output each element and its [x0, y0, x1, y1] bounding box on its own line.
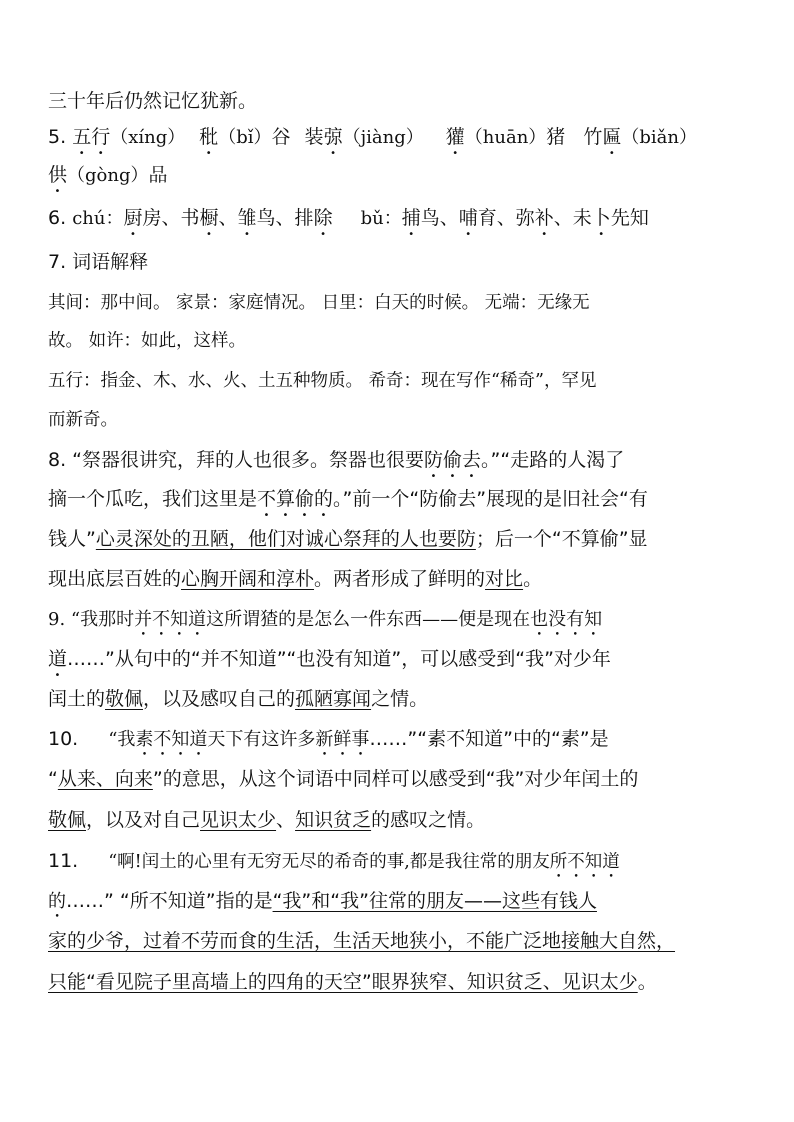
item-7-def-line2: 故。 如许：如此，这样。	[48, 331, 247, 351]
item-8-line4: 现出底层百姓的心胸开阔和淳朴。两者形成了鲜明的对比。	[48, 568, 543, 590]
item-10-line1: 10. “我素不知道天下有这许多新鲜事……”“素不知道”中的“素”是	[48, 728, 609, 750]
item-7-def-line4: 而新奇。	[48, 410, 118, 430]
item-7-def-line3: 五行：指金、木、水、火、土五种物质。 希奇：现在写作“稀奇”，罕见	[48, 371, 597, 391]
item-5-pinyin-cont: 供（gòng）品	[48, 164, 168, 186]
item-9-line2: 道……”从句中的“并不知道”“也没有知道”，可以感受到“我”对少年	[48, 648, 611, 670]
item-8-line2: 摘一个瓜吃，我们这里是不算偷的。”前一个“防偷去”展现的是旧社会“有	[48, 488, 648, 510]
item-9-line3: 闰土的敬佩，以及感叹自己的孤陋寡闻之情。	[48, 688, 429, 710]
item-10-line3: 敬佩，以及对自己见识太少、知识贫乏的感叹之情。	[48, 809, 486, 831]
item-11-line4: 只能“看见院子里高墙上的四角的天空”眼界狭窄、知识贫乏、见识太少。	[48, 971, 657, 993]
item-5-pinyin: 5. 五行（xíng） 秕（bǐ）谷 装弶（jiàng） 獾（huān）猪 竹匾（biǎn）	[48, 126, 697, 148]
item-6-homophones: 6. chú：厨房、书橱、雏鸟、排除 bǔ：捕鸟、哺育、弥补、未卜先知	[48, 207, 649, 229]
item-11-line2: 的……” “所不知道”指的是“我”和“我”往常的朋友——这些有钱人	[48, 890, 597, 912]
item-9-line1: 9. “我那时并不知道这所谓猹的是怎么一件东西——便是现在也没有知	[48, 609, 603, 630]
word-wuxing: 五行	[72, 126, 111, 148]
item-11-line3: 家的少爷，过着不劳而食的生活，生活天地狭小，不能广泛地接触大自然，	[48, 930, 676, 952]
item-11-line1: 11. “啊!闰土的心里有无穷无尽的希奇的事,都是我往常的朋友所不知道	[48, 850, 620, 872]
item-7-def-line1: 其间：那中间。 家景：家庭情况。 日里：白天的时候。 无端：无缘无	[48, 293, 590, 313]
item-8-line1: 8. “祭器很讲究，拜的人也很多。祭器也很要防偷去。”“走路的人渴了	[48, 449, 625, 471]
item-8-line3: 钱人”心灵深处的丑陋，他们对诚心祭拜的人也要防；后一个“不算偷”显	[48, 528, 648, 550]
item-7-heading: 7. 词语解释	[48, 251, 149, 273]
item-10-line2: “从来、向来”的意思，从这个词语中同样可以感受到“我”对少年闰土的	[48, 768, 639, 790]
line-continuation: 三十年后仍然记忆犹新。	[48, 90, 258, 112]
